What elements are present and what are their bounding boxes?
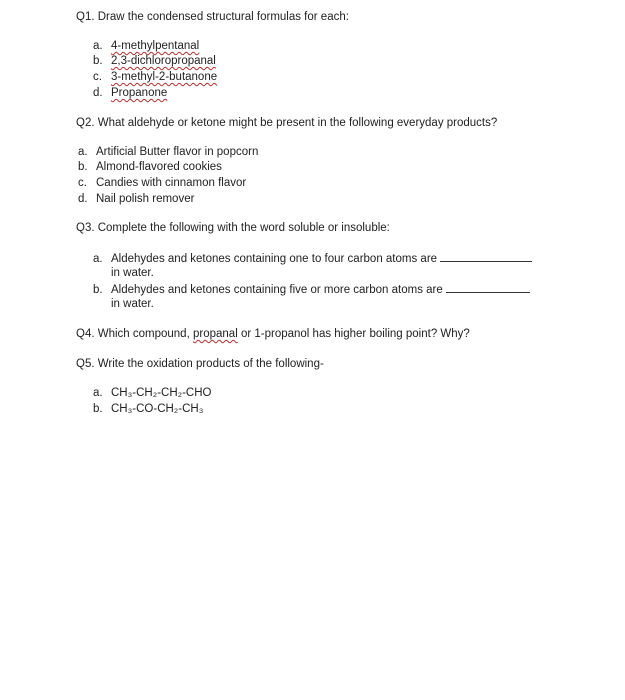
q2-item-c: [78, 177, 246, 189]
q1-item-c-text: 3-methyl-2-butanone: [111, 71, 218, 83]
q1-item-c: [93, 71, 217, 83]
q3-item-b-blank: [446, 283, 530, 293]
q1-item-b-label: b.: [93, 55, 103, 67]
q3-item-b-continuation: in water.: [111, 298, 154, 310]
q5-item-a: [93, 387, 212, 399]
q5-item-b: [93, 403, 203, 415]
q2-item-a-text: Artificial Butter flavor in popcorn: [96, 146, 259, 158]
q2-item-b-label: b.: [78, 161, 88, 173]
q2-item-d-label: d.: [78, 193, 88, 205]
q1-item-a-label: a.: [93, 40, 103, 52]
q3-item-b-label: b.: [93, 284, 103, 296]
q3-heading: Q3. Complete the following with the word soluble or insoluble:: [76, 222, 390, 234]
q4-prefix: Q4. Which compound,: [76, 328, 193, 340]
q5-item-a-text: CH₃-CH₂-CH₂-CHO: [111, 387, 212, 399]
q1-item-c-label: c.: [93, 71, 102, 83]
q2-item-b-text: Almond-flavored cookies: [96, 161, 222, 173]
q2-item-b: [78, 161, 222, 173]
q3-item-a-label: a.: [93, 253, 103, 265]
q1-item-d: [93, 87, 167, 99]
q1-item-d-text: Propanone: [111, 87, 168, 99]
q3-item-b: [93, 283, 530, 296]
q3-item-a: [93, 252, 532, 265]
q4-keyword: propanal: [192, 328, 238, 340]
q2-heading: Q2. What aldehyde or ketone might be present in the following everyday products?: [76, 117, 498, 129]
q2-item-d-text: Nail polish remover: [96, 193, 195, 205]
q2-item-c-text: Candies with cinnamon flavor: [96, 177, 247, 189]
q1-item-a: [93, 40, 199, 52]
q2-item-d: [78, 193, 194, 205]
q2-item-a-label: a.: [78, 146, 88, 158]
q5-item-b-label: b.: [93, 403, 103, 415]
q5-item-b-text: CH₃-CO-CH₂-CH₃: [111, 403, 204, 415]
q4-heading: [76, 328, 470, 340]
q1-heading: Q1. Draw the condensed structural formulas for each:: [76, 11, 349, 23]
q5-item-a-label: a.: [93, 387, 103, 399]
q1-item-b: [93, 55, 216, 67]
q3-item-b-text: Aldehydes and ketones containing five or more carbon atoms are: [111, 284, 443, 296]
q3-item-a-continuation: in water.: [111, 267, 154, 279]
q5-heading: Q5. Write the oxidation products of the following-: [76, 358, 324, 370]
q3-item-a-text: Aldehydes and ketones containing one to four carbon atoms are: [111, 253, 438, 265]
q1-item-a-text: 4-methylpentanal: [111, 40, 200, 52]
q2-item-a: [78, 146, 258, 158]
q4-suffix: or 1-propanol has higher boiling point? Why?: [237, 328, 470, 340]
q3-item-a-blank: [440, 252, 532, 262]
q1-item-b-text: 2,3-dichloropropanal: [111, 55, 216, 67]
q1-item-d-label: d.: [93, 87, 103, 99]
q2-item-c-label: c.: [78, 177, 87, 189]
